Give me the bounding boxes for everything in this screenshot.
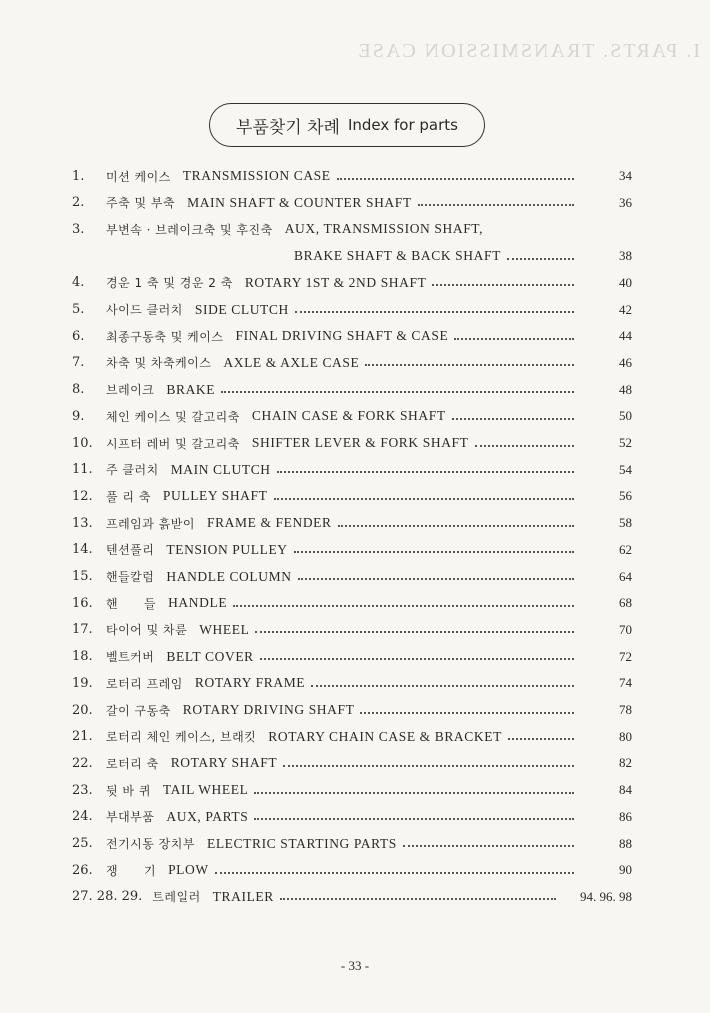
entry-page-number: 48	[619, 381, 632, 397]
entry-english-title: BRAKE SHAFT & BACK SHAFT	[294, 248, 501, 264]
dot-leader	[233, 604, 574, 607]
dot-leader	[452, 417, 574, 420]
entry-korean-title: 사이드 클러치	[106, 303, 183, 317]
toc-entry[interactable]	[72, 804, 632, 830]
entry-english-title: TRANSMISSION CASE	[182, 168, 331, 183]
entry-english-title: FRAME & FENDER	[206, 515, 332, 531]
entry-english-title: WHEEL	[199, 621, 250, 637]
entry-korean-title: 풀 리 축	[106, 489, 151, 504]
entry-korean-title: 로터리 축	[106, 756, 159, 771]
dot-leader	[274, 497, 575, 500]
toc-entry[interactable]	[72, 270, 632, 296]
entry-korean-title: 체인 케이스 및 갈고리축	[106, 409, 240, 424]
entry-english-title: TRAILER	[212, 888, 274, 904]
entry-number: 15.	[72, 569, 93, 584]
entry-page-number: 90	[619, 862, 632, 878]
entry-page-number: 88	[619, 835, 632, 851]
entry-english-title: ROTARY SHAFT	[170, 755, 278, 771]
entry-korean-title: 트레일러	[152, 890, 201, 905]
toc-entry[interactable]	[72, 831, 632, 857]
dot-leader	[507, 257, 574, 260]
bleed-through-heading: I. PARTS. TRANSMISSION CASE	[356, 40, 700, 62]
entry-korean-title: 프레임과 흙받이	[106, 516, 195, 531]
entry-number: 7.	[72, 355, 85, 371]
entry-korean-title: 브레이크	[106, 383, 155, 398]
dot-leader	[311, 684, 574, 687]
entry-english-title: PULLEY SHAFT	[162, 488, 268, 504]
entry-number: 27. 28. 29.	[72, 889, 143, 905]
entry-english-title: ROTARY CHAIN CASE & BRACKET	[268, 728, 502, 744]
entry-english-title: SHIFTER LEVER & FORK SHAFT	[251, 435, 469, 450]
entry-english-title: MAIN CLUTCH	[170, 461, 271, 477]
entry-korean-title: 부대부품	[106, 810, 155, 825]
entry-page-number: 82	[619, 755, 632, 771]
entry-english-title: FINAL DRIVING SHAFT & CASE	[235, 328, 449, 344]
entry-page-number: 62	[619, 541, 632, 557]
dot-leader	[255, 630, 574, 633]
entry-number: 9.	[72, 408, 85, 424]
entry-number: 23.	[72, 782, 93, 798]
entry-english-title: CHAIN CASE & FORK SHAFT	[251, 408, 446, 424]
entry-number: 19.	[72, 675, 93, 691]
entry-english-title: TENSION PULLEY	[166, 541, 288, 557]
entry-page-number: 94. 96. 98	[580, 888, 632, 904]
entry-page-number: 54	[619, 461, 632, 477]
entry-page-number: 36	[619, 194, 632, 210]
entry-korean-title: 핸 들	[106, 596, 157, 611]
entry-korean-title: 시프터 레버 및 갈고리축	[106, 436, 240, 451]
toc-entry[interactable]	[72, 724, 632, 750]
entry-english-title: PLOW	[168, 862, 209, 878]
dot-leader	[508, 737, 574, 740]
toc-entry[interactable]	[72, 750, 632, 776]
entry-page-number: 78	[619, 702, 632, 717]
entry-english-title: HANDLE COLUMN	[166, 568, 292, 584]
entry-number: 24.	[72, 809, 93, 825]
toc-entry[interactable]	[72, 190, 632, 216]
toc-entry[interactable]	[72, 590, 632, 616]
toc-entry[interactable]	[72, 403, 632, 429]
entry-number: 18.	[72, 649, 93, 665]
entry-number: 25.	[72, 836, 93, 851]
entry-number: 26.	[72, 862, 93, 878]
entry-korean-title: 차축 및 차축케이스	[106, 356, 212, 371]
entry-number: 3.	[72, 221, 85, 237]
entry-number: 2.	[72, 195, 85, 211]
entry-english-title: BELT COVER	[166, 648, 254, 664]
toc-entry[interactable]	[72, 483, 632, 509]
entry-english-title: HANDLE	[168, 595, 228, 611]
entry-page-number: 46	[619, 354, 632, 370]
entry-korean-title: 최종구동축 및 케이스	[106, 329, 224, 344]
entry-number: 17.	[72, 622, 93, 638]
entry-number: 10.	[72, 435, 93, 451]
title-korean: 부품찾기 차례	[236, 117, 340, 138]
entry-english-title: MAIN SHAFT & COUNTER SHAFT	[187, 194, 412, 210]
entry-number: 20.	[72, 702, 93, 718]
entry-korean-title: 전기시동 장치부	[106, 837, 195, 851]
entry-korean-title: 주축 및 부축	[106, 196, 176, 211]
dot-leader	[475, 444, 575, 447]
entry-english-title: AUX, TRANSMISSION SHAFT,	[284, 221, 484, 237]
entry-number: 4.	[72, 275, 85, 291]
entry-page-number: 42	[619, 301, 632, 317]
toc-entry[interactable]	[72, 777, 632, 803]
entry-english-title: BRAKE	[166, 381, 216, 397]
entry-korean-title: 로터리 프레임	[106, 676, 183, 691]
entry-page-number: 86	[619, 808, 632, 824]
entry-number: 21.	[72, 729, 93, 745]
dot-leader	[215, 871, 574, 874]
dot-leader	[360, 711, 574, 714]
toc-entry[interactable]	[72, 644, 632, 670]
entry-page-number: 52	[619, 435, 632, 450]
entry-korean-title: 뒷 바 퀴	[106, 783, 151, 798]
entry-korean-title: 로터리 체인 케이스, 브래킷	[106, 730, 257, 745]
dot-leader	[432, 283, 574, 286]
entry-korean-title: 텐션풀리	[106, 543, 155, 558]
dot-leader	[298, 577, 574, 580]
dot-leader	[418, 203, 574, 206]
dot-leader	[254, 791, 574, 794]
toc-entry[interactable]	[72, 243, 632, 269]
entry-number: 6.	[72, 328, 85, 344]
entry-korean-title: 미션 케이스	[106, 169, 171, 184]
dot-leader	[280, 897, 556, 900]
entry-korean-title: 주 클러치	[106, 463, 159, 478]
toc-entry[interactable]	[72, 430, 632, 456]
entry-number: 5.	[72, 302, 85, 317]
entry-english-title: AUX, PARTS	[166, 808, 249, 824]
entry-number: 8.	[72, 382, 85, 398]
entry-page-number: 44	[619, 328, 632, 344]
entry-korean-title: 핸들칼럼	[106, 570, 155, 584]
entry-page-number: 38	[619, 248, 632, 264]
toc-entry[interactable]	[72, 857, 632, 883]
dot-leader	[283, 764, 574, 767]
toc-entry[interactable]	[72, 163, 632, 189]
toc-entry[interactable]	[72, 457, 632, 483]
toc-entry[interactable]	[72, 377, 632, 403]
dot-leader	[277, 470, 574, 473]
dot-leader	[365, 363, 574, 366]
entry-english-title: TAIL WHEEL	[162, 782, 249, 798]
dot-leader	[454, 337, 574, 340]
dot-leader	[403, 844, 574, 847]
toc-entry[interactable]	[72, 323, 632, 349]
entry-page-number: 56	[619, 488, 632, 504]
entry-page-number: 80	[619, 728, 632, 744]
entry-page-number: 50	[619, 408, 632, 424]
page-number: - 33 -	[340, 958, 370, 973]
entry-number: 13.	[72, 515, 93, 531]
entry-number: 11.	[72, 462, 93, 478]
dot-leader	[337, 177, 574, 180]
entry-page-number: 84	[619, 782, 632, 798]
entry-english-title: ROTARY 1ST & 2ND SHAFT	[244, 274, 427, 290]
entry-english-title: AXLE & AXLE CASE	[223, 354, 360, 370]
toc-entry[interactable]	[72, 297, 632, 323]
entry-english-title: ELECTRIC STARTING PARTS	[206, 835, 397, 851]
entry-korean-title: 부변속 · 브레이크축 및 후진축	[106, 222, 273, 237]
entry-korean-title: 타이어 및 차륜	[106, 623, 188, 638]
entry-english-title: ROTARY FRAME	[194, 675, 306, 691]
toc-entry[interactable]	[72, 670, 632, 696]
entry-page-number: 70	[619, 621, 632, 637]
toc-entry[interactable]	[72, 216, 632, 242]
entry-korean-title: 갈이 구동축	[106, 703, 171, 718]
entry-page-number: 64	[619, 568, 632, 584]
title-english: Index for parts	[347, 116, 458, 134]
entry-page-number: 74	[619, 675, 632, 691]
toc-entry[interactable]	[72, 537, 632, 563]
dot-leader	[294, 550, 574, 553]
entry-korean-title: 쟁 기	[106, 863, 157, 878]
entry-english-title: ROTARY DRIVING SHAFT	[182, 702, 355, 717]
index-title-box	[209, 103, 485, 147]
dot-leader	[338, 524, 574, 527]
entry-page-number: 34	[619, 168, 632, 183]
toc-entry[interactable]	[72, 617, 632, 643]
dot-leader	[221, 390, 574, 393]
entry-page-number: 68	[619, 595, 632, 611]
entry-english-title: SIDE CLUTCH	[194, 301, 289, 317]
toc-entry[interactable]	[72, 350, 632, 376]
entry-number: 1.	[72, 168, 85, 184]
toc-entry[interactable]	[72, 884, 632, 910]
entry-number: 22.	[72, 755, 93, 771]
entry-number: 14.	[72, 542, 93, 558]
entry-number: 16.	[72, 595, 93, 611]
entry-page-number: 40	[619, 274, 632, 290]
toc-entry[interactable]	[72, 564, 632, 590]
entry-page-number: 58	[619, 515, 632, 531]
dot-leader	[260, 657, 574, 660]
entry-page-number: 72	[619, 648, 632, 664]
toc-entry[interactable]	[72, 510, 632, 536]
toc-entry[interactable]	[72, 697, 632, 723]
dot-leader	[295, 310, 574, 313]
entry-number: 12.	[72, 488, 93, 504]
dot-leader	[254, 817, 574, 820]
entry-korean-title: 벨트커버	[106, 650, 155, 665]
entry-korean-title: 경운 1 축 및 경운 2 축	[106, 276, 233, 291]
